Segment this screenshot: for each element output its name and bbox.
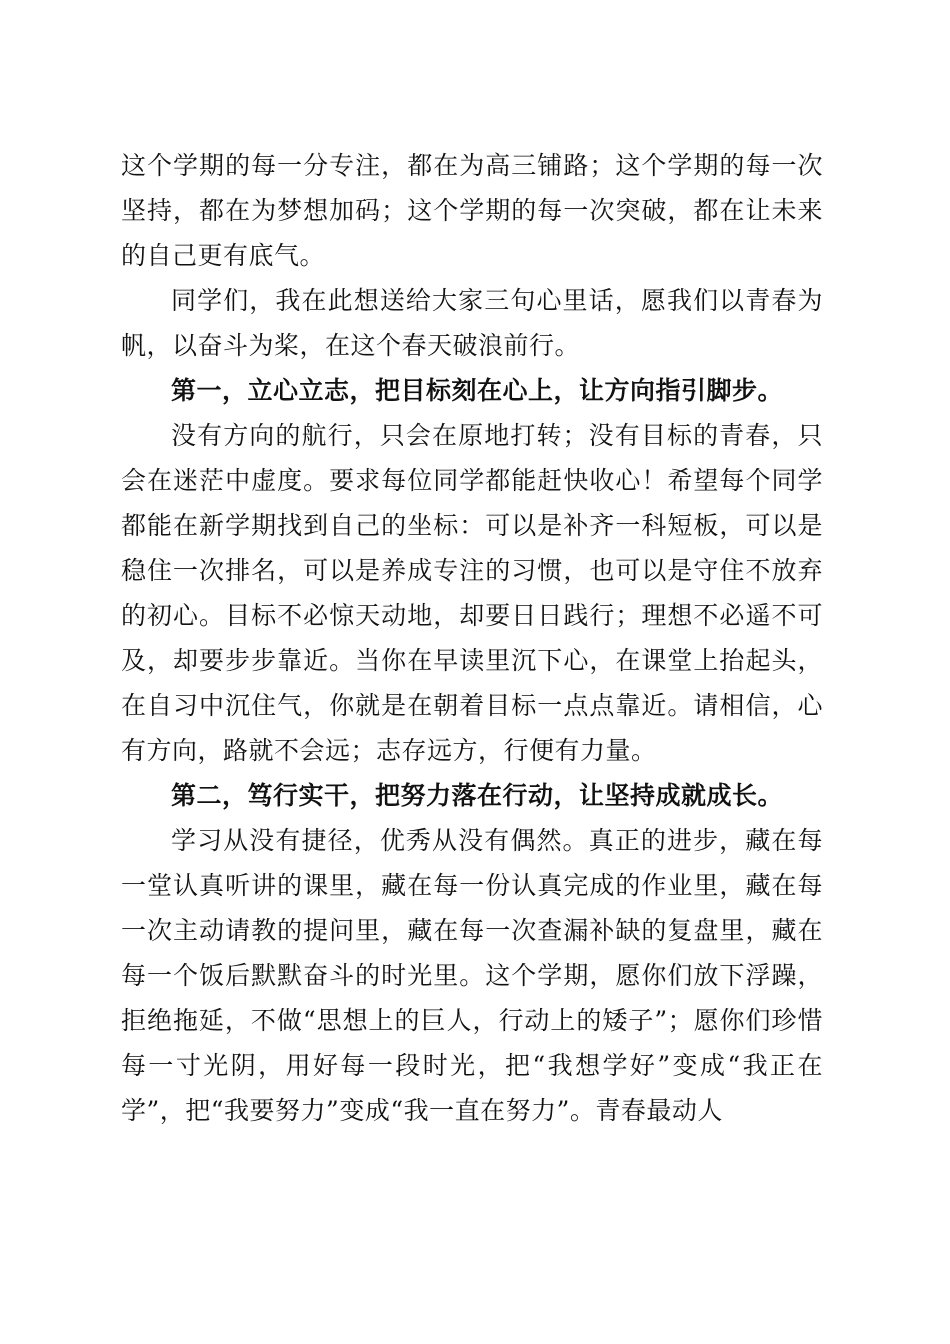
section-heading-second: 第二，笃行实干，把努力落在行动，让坚持成就成长。 (171, 781, 784, 810)
paragraph-second-body: 学习从没有捷径，优秀从没有偶然。真正的进步，藏在每一堂认真听讲的课里，藏在每一份认真完成的作业里，藏在每一次主动请教的提问里，藏在每一次查漏补缺的复盘里，藏在每一个饭后默默奋斗的时光里。这个学期，愿你们放下浮躁，拒绝拖延，不做“思想上的巨人，行动上的矮子”；愿你们珍惜每一寸光阴，用好每一段时光，把“我想学好”变成“我正在学”，把“我要努力”变成“我一直在努力”。青春最动人 (121, 826, 823, 1125)
section-heading-first: 第一，立心立志，把目标刻在心上，让方向指引脚步。 (171, 376, 784, 405)
document-body (121, 143, 823, 1133)
paragraph-intro: 同学们，我在此想送给大家三句心里话，愿我们以青春为帆，以奋斗为桨，在这个春天破浪前行。 (121, 286, 823, 360)
paragraph-first-body: 没有方向的航行，只会在原地打转；没有目标的青春，只会在迷茫中虚度。要求每位同学都能赶快收心！希望每个同学都能在新学期找到自己的坐标：可以是补齐一科短板，可以是稳住一次排名，可以是养成专注的习惯，也可以是守住不放弃的初心。目标不必惊天动地，却要日日践行；理想不必遥不可及，却要步步靠近。当你在早读里沉下心，在课堂上抬起头，在自习中沉住气，你就是在朝着目标一点点靠近。请相信，心有方向，路就不会远；志存远方，行便有力量。 (121, 421, 823, 765)
paragraph-continued: 这个学期的每一分专注，都在为高三铺路；这个学期的每一次坚持，都在为梦想加码；这个学期的每一次突破，都在让未来的自己更有底气。 (121, 151, 823, 270)
